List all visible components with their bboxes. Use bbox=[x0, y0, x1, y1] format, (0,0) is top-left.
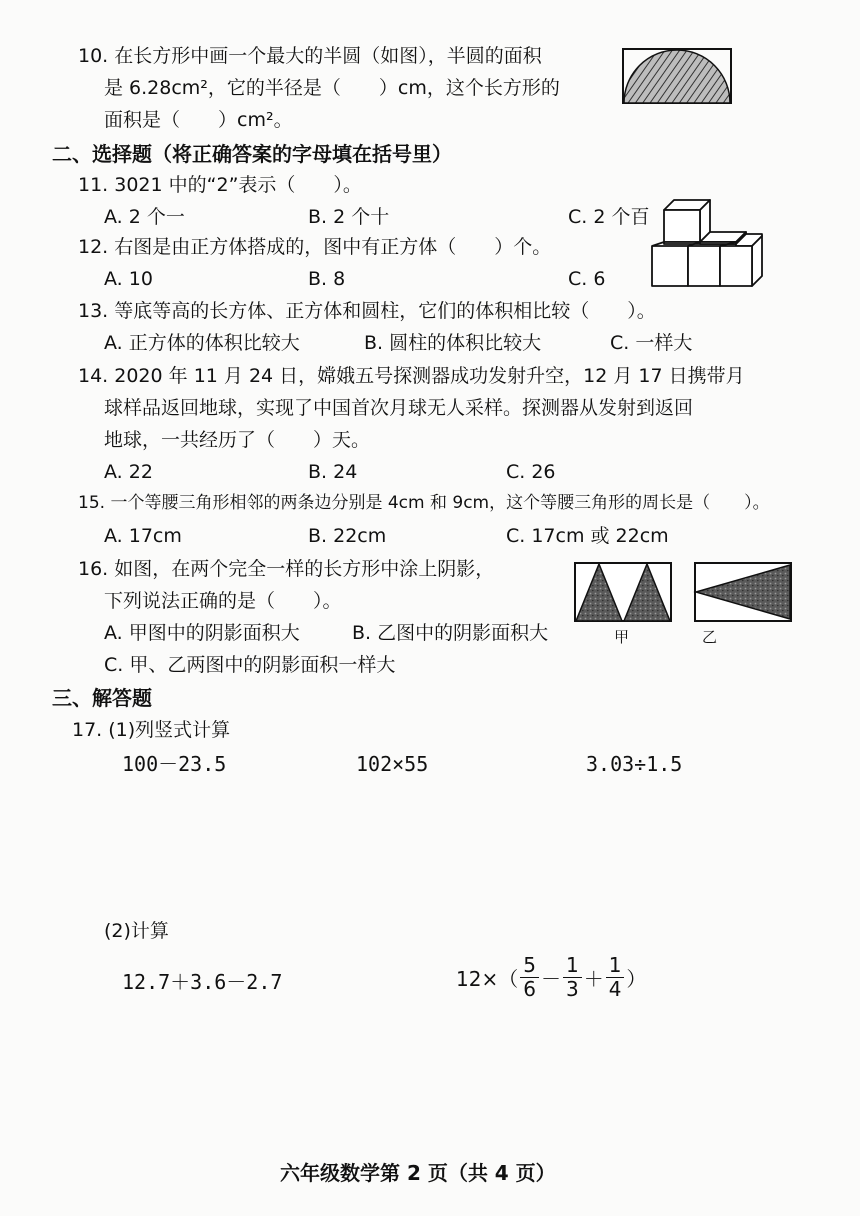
operator-minus: － bbox=[540, 967, 561, 991]
page-footer: 六年级数学第 2 页（共 4 页） bbox=[280, 1161, 556, 1185]
q11-option-a: A. 2 个一 bbox=[104, 206, 185, 228]
q17-part1-title: 17. (1)列竖式计算 bbox=[72, 719, 231, 741]
q16-line1: 16. 如图，在两个完全一样的长方形中涂上阴影， bbox=[78, 558, 495, 580]
fraction-1-numerator: 5 bbox=[520, 954, 539, 978]
fraction-2 bbox=[563, 954, 582, 1001]
q14-option-a: A. 22 bbox=[104, 461, 153, 483]
expr5-prefix: 12×（ bbox=[456, 967, 519, 991]
q17-expression-4: 12.7＋3.6－2.7 bbox=[122, 970, 283, 994]
q14-line3: 地球，一共经历了（ ）天。 bbox=[104, 429, 371, 451]
q11-option-c: C. 2 个百 bbox=[568, 206, 650, 228]
q16-line2: 下列说法正确的是（ ）。 bbox=[104, 590, 342, 612]
fraction-1 bbox=[520, 954, 539, 1001]
q11-stem: 11. 3021 中的“2”表示（ ）。 bbox=[78, 174, 362, 196]
q14-option-c: C. 26 bbox=[506, 461, 556, 483]
q15-stem: 15. 一个等腰三角形相邻的两条边分别是 4cm 和 9cm，这个等腰三角形的周长是（ ）。 bbox=[78, 493, 770, 513]
q12-stem: 12. 右图是由正方体搭成的，图中有正方体（ ）个。 bbox=[78, 236, 552, 258]
fraction-3-numerator: 1 bbox=[606, 954, 625, 978]
q17-part2-title: (2)计算 bbox=[104, 920, 169, 942]
q15-option-a: A. 17cm bbox=[104, 525, 182, 547]
q17-expression-5 bbox=[456, 954, 646, 1001]
q13-option-b: B. 圆柱的体积比较大 bbox=[364, 332, 542, 354]
q16-option-a: A. 甲图中的阴影面积大 bbox=[104, 622, 300, 644]
fraction-2-denominator: 3 bbox=[565, 977, 579, 1001]
section-3-heading: 三、解答题 bbox=[52, 686, 152, 710]
q14-option-b: B. 24 bbox=[308, 461, 358, 483]
fraction-1-denominator: 6 bbox=[523, 977, 536, 1001]
figure-yi-label: 乙 bbox=[702, 628, 718, 646]
q15-option-c: C. 17cm 或 22cm bbox=[506, 525, 669, 547]
q12-option-b: B. 8 bbox=[308, 268, 346, 290]
fraction-2-numerator: 1 bbox=[563, 954, 582, 978]
figure-jia-label: 甲 bbox=[614, 628, 630, 646]
q14-line2: 球样品返回地球，实现了中国首次月球无人采样。探测器从发射到返回 bbox=[104, 397, 694, 419]
q13-option-a: A. 正方体的体积比较大 bbox=[104, 332, 300, 354]
semicircle-rectangle-figure bbox=[622, 48, 732, 104]
q12-option-c: C. 6 bbox=[568, 268, 606, 290]
q14-line1: 14. 2020 年 11 月 24 日，嫦娥五号探测器成功发射升空，12 月 17 日携带月 bbox=[78, 365, 745, 387]
expr5-suffix: ） bbox=[626, 967, 647, 991]
q13-option-c: C. 一样大 bbox=[610, 332, 693, 354]
q10-line1: 10. 在长方形中画一个最大的半圆（如图），半圆的面积 bbox=[78, 45, 542, 67]
figure-yi-triangle bbox=[694, 562, 792, 622]
q12-option-a: A. 10 bbox=[104, 268, 153, 290]
q10-line3: 面积是（ ）cm²。 bbox=[104, 109, 293, 131]
q17-expression-2: 102×55 bbox=[356, 752, 429, 776]
section-2-heading: 二、选择题（将正确答案的字母填在括号里） bbox=[52, 142, 452, 166]
q16-option-c: C. 甲、乙两图中的阴影面积一样大 bbox=[104, 654, 396, 676]
q17-expression-3: 3.03÷1.5 bbox=[586, 752, 683, 776]
figure-jia-triangles bbox=[574, 562, 672, 622]
q17-expression-1: 100－23.5 bbox=[122, 752, 227, 776]
q16-option-b: B. 乙图中的阴影面积大 bbox=[352, 622, 549, 644]
fraction-3 bbox=[606, 954, 625, 1001]
q11-option-b: B. 2 个十 bbox=[308, 206, 390, 228]
q15-option-b: B. 22cm bbox=[308, 525, 387, 547]
q10-line2: 是 6.28cm²，它的半径是（ ）cm，这个长方形的 bbox=[104, 77, 560, 99]
q13-stem: 13. 等底等高的长方体、正方体和圆柱，它们的体积相比较（ ）。 bbox=[78, 300, 656, 322]
cube-stack-figure bbox=[650, 196, 770, 292]
fraction-3-denominator: 4 bbox=[608, 977, 622, 1001]
operator-plus: ＋ bbox=[583, 967, 604, 991]
